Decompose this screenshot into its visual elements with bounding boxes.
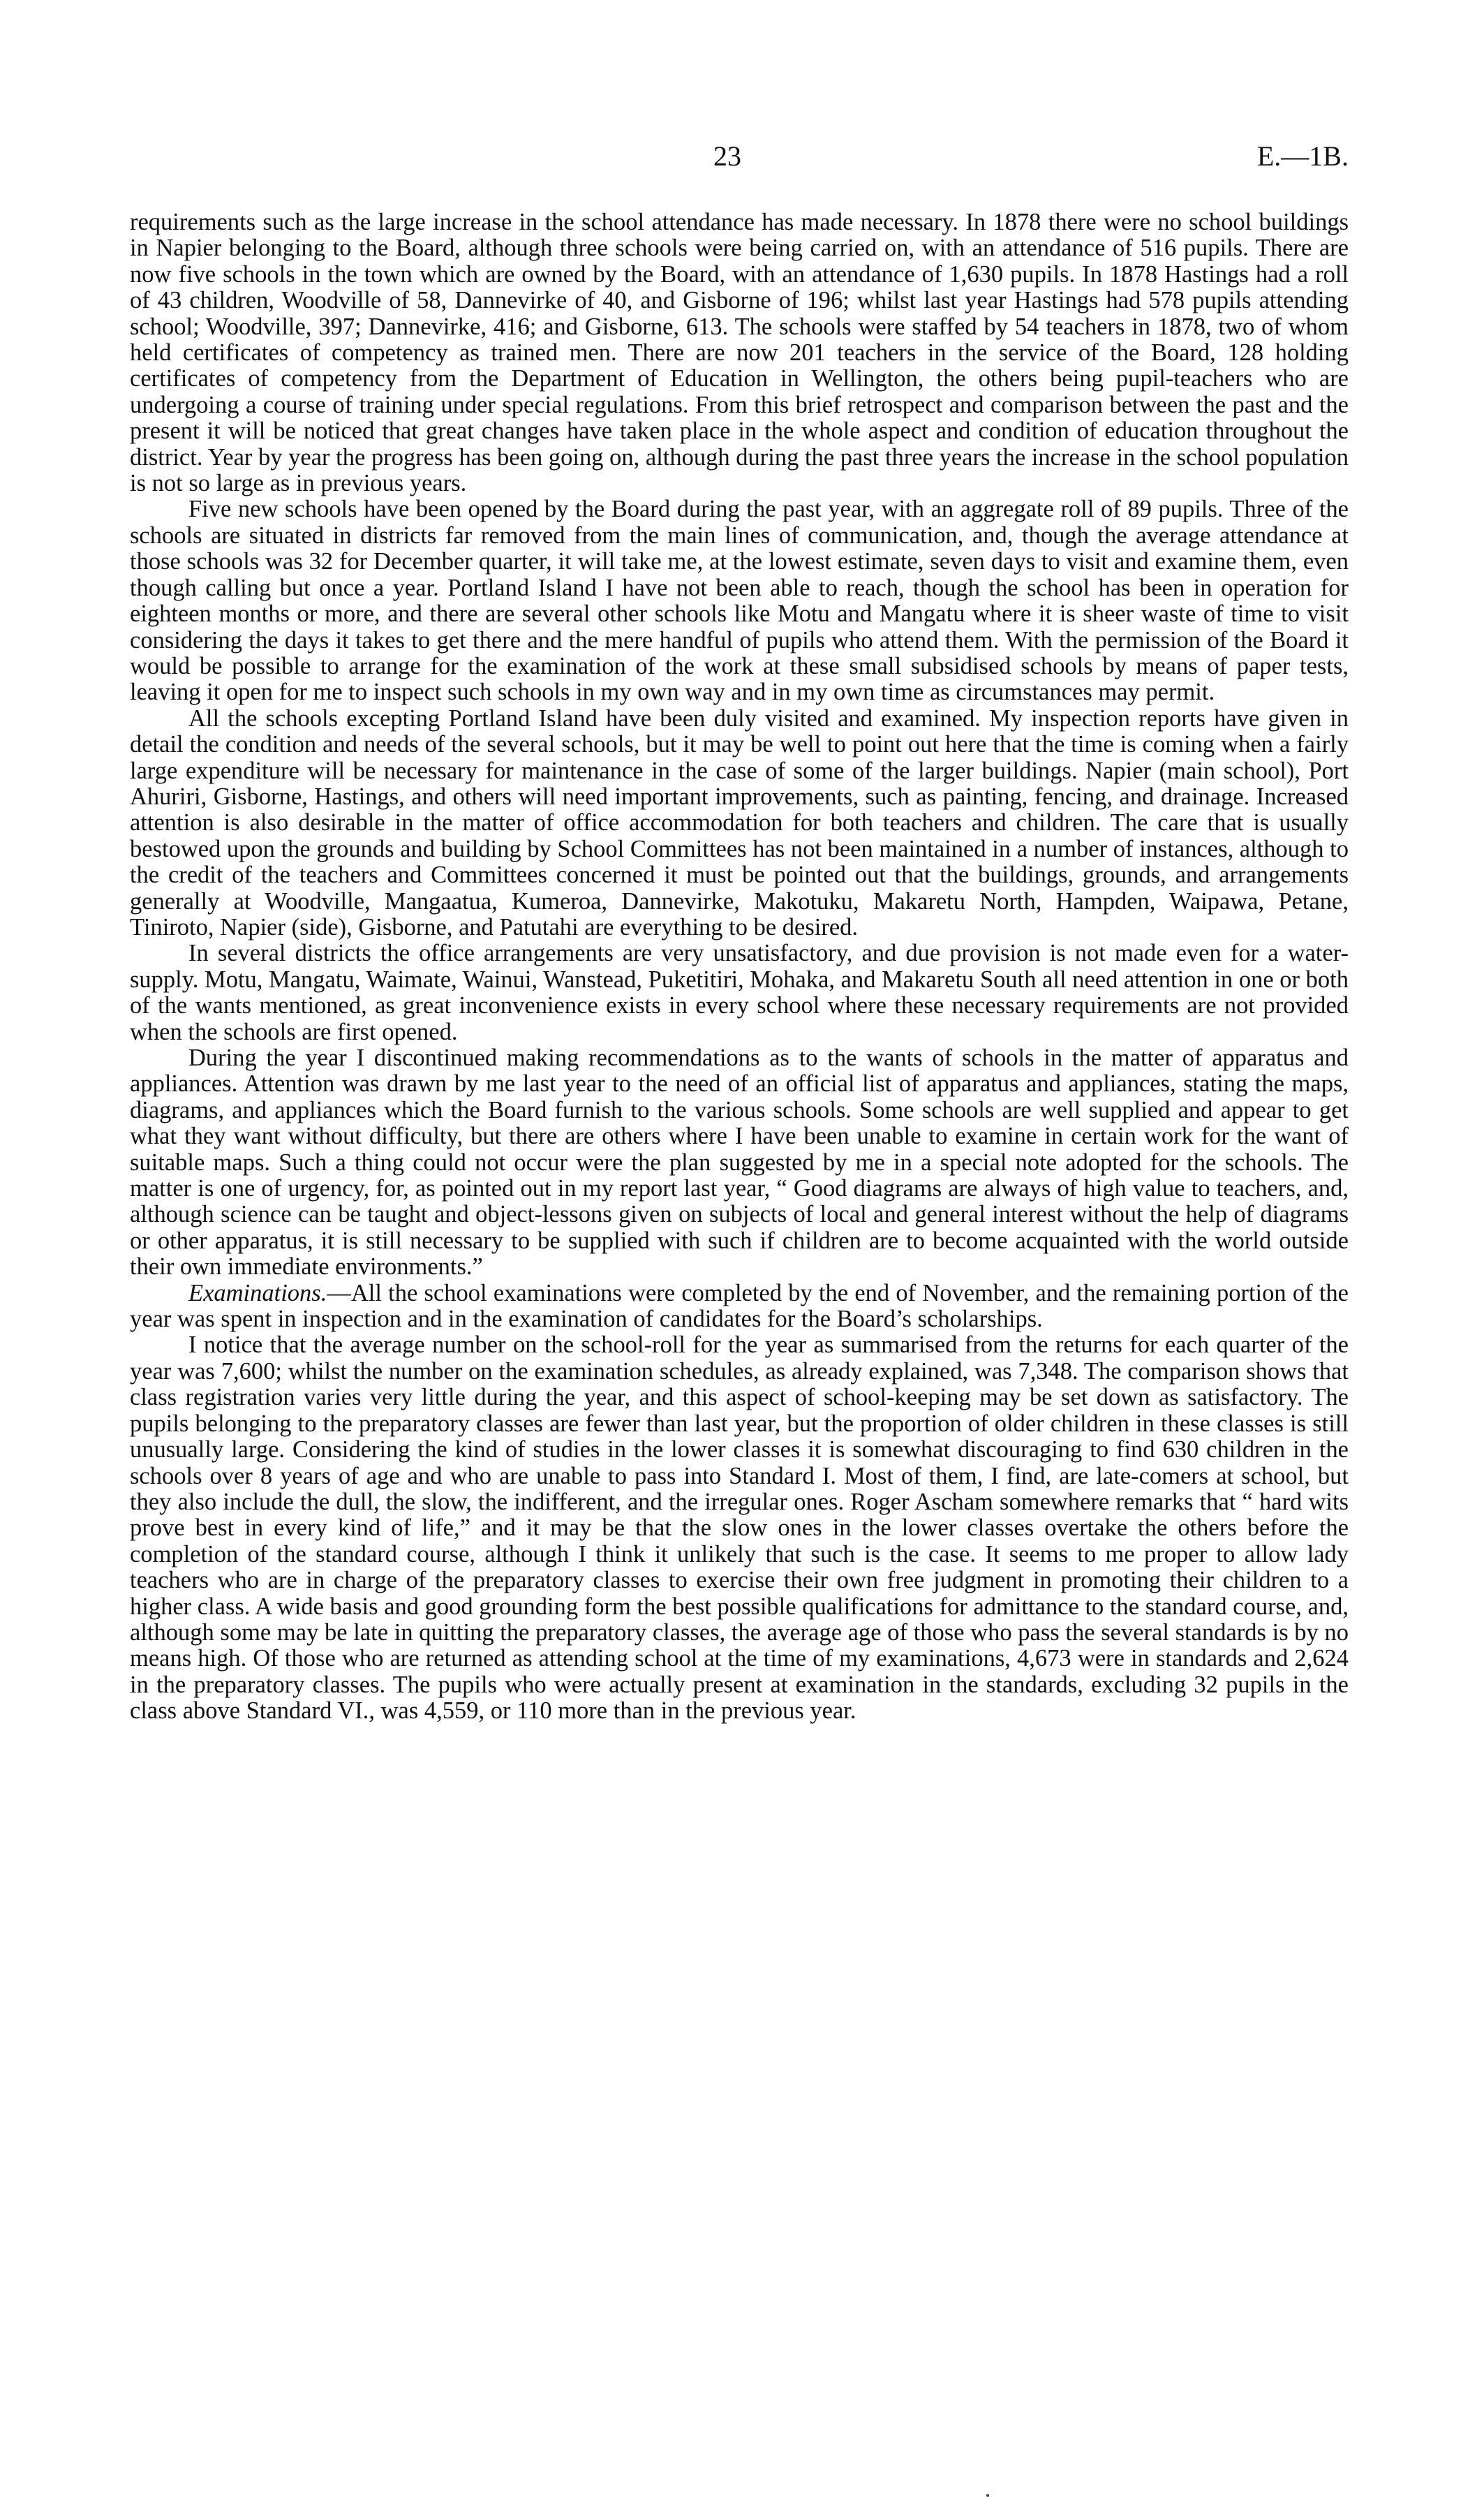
paragraph-7: I notice that the average number on the school-roll for the year as summarised from the returns for each quarter of the year was 7,600; whilst the number on the examination schedules, as already explained, was 7,348. The comparison shows that class registration varies very little during the year, and this aspect of school-keeping may be set down as satisfactory. The pupils belonging to the preparatory classes are fewer than last year, but the proportion of older children in these classes is still unusually large. Considering the kind of studies in the lower classes it is somewhat discouraging to find 630 children in the schools over 8 years of age and who are unable to pass into Standard I. Most of them, I find, are late-comers at school, but they also include the dull, the slow, the indifferent, and the irregular ones. Roger Ascham somewhere remarks that “ hard wits prove best in every kind of life,” and it may be that the slow ones in the lower classes overtake the others before the completion of the standard course, although I think it unlikely that such is the case. It seems to me proper to allow lady teachers who are in charge of the preparatory classes to exercise their own free judgment in promoting their children to a higher class. A wide basis and good grounding form the best possible qualifications for admittance to the standard course, and, although some may be late in quitting the preparatory classes, the average age of those who pass the several standards is by no means high. Of those who are returned as attending school at the time of my examinations, 4,673 were in standards and 2,624 in the preparatory classes. The pupils who were actually present at examination in the standards, excluding 32 pupils in the class above Standard VI., was 4,559, or 110 more than in the previous year. — [130, 1332, 1349, 1725]
paragraph-3: All the schools excepting Portland Island have been duly visited and examined. My inspection reports have given in detail the condition and needs of the several schools, but it may be well to point out here that the time is coming when a fairly large expenditure will be necessary for maintenance in the case of some of the larger buildings. Napier (main school), Port Ahuriri, Gisborne, Hastings, and others will need important improvements, such as painting, fencing, and drainage. Increased attention is also desirable in the matter of office accommodation for both teachers and children. The care that is usually bestowed upon the grounds and building by School Committees has not been maintained in a number of instances, although to the credit of the teachers and Committees concerned it must be pointed out that the buildings, grounds, and arrangements generally at Woodville, Mangaatua, Kumeroa, Dannevirke, Makotuku, Makaretu North, Hampden, Waipawa, Petane, Tiniroto, Napier (side), Gisborne, and Patutahi are everything to be desired. — [130, 705, 1349, 941]
paragraph-1: requirements such as the large increase in the school attendance has made necessary. In 1878 there were no school buildings in Napier belonging to the Board, although three schools were being carried on, with an attendance of 516 pupils. There are now five schools in the town which are owned by the Board, with an attendance of 1,630 pupils. In 1878 Hastings had a roll of 43 children, Woodville of 58, Dannevirke of 40, and Gisborne of 196; whilst last year Hastings had 578 pupils attending school; Woodville, 397; Dannevirke, 416; and Gisborne, 613. The schools were staffed by 54 teachers in 1878, two of whom held certificates of competency as trained men. There are now 201 teachers in the service of the Board, 128 holding certificates of competency from the Department of Education in Wellington, the others being pupil-teachers who are undergoing a course of training under special regulations. From this brief retrospect and comparison between the past and the present it will be noticed that great changes have taken place in the whole aspect and condition of education throughout the district. Year by year the progress has been going on, although during the past three years the increase in the school population is not so large as in previous years. — [130, 209, 1349, 497]
page-number: 23 — [713, 140, 741, 172]
paragraph-5: During the year I discontinued making recommendations as to the wants of schools in the matter of apparatus and appliances. Attention was drawn by me last year to the need of an official list of apparatus and appliances, stating the maps, diagrams, and appliances which the Board furnish to the various schools. Some schools are well supplied and appear to get what they want without difficulty, but there are others where I have been unable to examine in certain work for the want of suitable maps. Such a thing could not occur were the plan suggested by me in a special note adopted for the schools. The matter is one of urgency, for, as pointed out in my report last year, “ Good diagrams are always of high value to teachers, and, although science can be taught and object-lessons given on subjects of local and general interest without the help of diagrams or other apparatus, it is still necessary to be supplied with such if children are to become acquainted with the world outside their own immediate environments.” — [130, 1045, 1349, 1281]
paragraph-6 — [130, 1281, 1349, 1333]
paragraph-4: In several districts the office arrangements are very unsatisfactory, and due provision is not made even for a water-supply. Motu, Mangatu, Waimate, Wainui, Wanstead, Puketitiri, Mohaka, and Makaretu South all need attention in one or both of the wants mentioned, as great inconvenience exists in every school where these necessary requirements are not provided when the schools are first opened. — [130, 940, 1349, 1045]
page-header — [0, 140, 1484, 182]
stray-mark — [986, 2494, 989, 2497]
document-reference: E.—1B. — [1256, 140, 1349, 172]
paragraph-2: Five new schools have been opened by the Board during the past year, with an aggregate roll of 89 pupils. Three of the schools are situated in districts far removed from the main lines of communication, and, though the average attendance at those schools was 32 for December quarter, it will take me, at the lowest estimate, seven days to visit and examine them, even though calling but once a year. Portland Island I have not been able to reach, though the school has been in operation for eighteen months or more, and there are several other schools like Motu and Mangatu where it is sheer waste of time to visit considering the days it takes to get there and the mere handful of pupils who attend them. With the permission of the Board it would be possible to arrange for the examination of the work at these small subsidised schools by means of paper tests, leaving it open for me to inspect such schools in my own way and in my own time as circumstances may permit. — [130, 496, 1349, 706]
section-heading-examinations: Examinations. — [188, 1279, 327, 1306]
report-body — [130, 209, 1349, 1725]
paragraph-6-text: —All the school examinations were completed by the end of November, and the remaining portion of the year was spent in inspection and in the examination of candidates for the Board’s scholarships. — [130, 1279, 1349, 1333]
